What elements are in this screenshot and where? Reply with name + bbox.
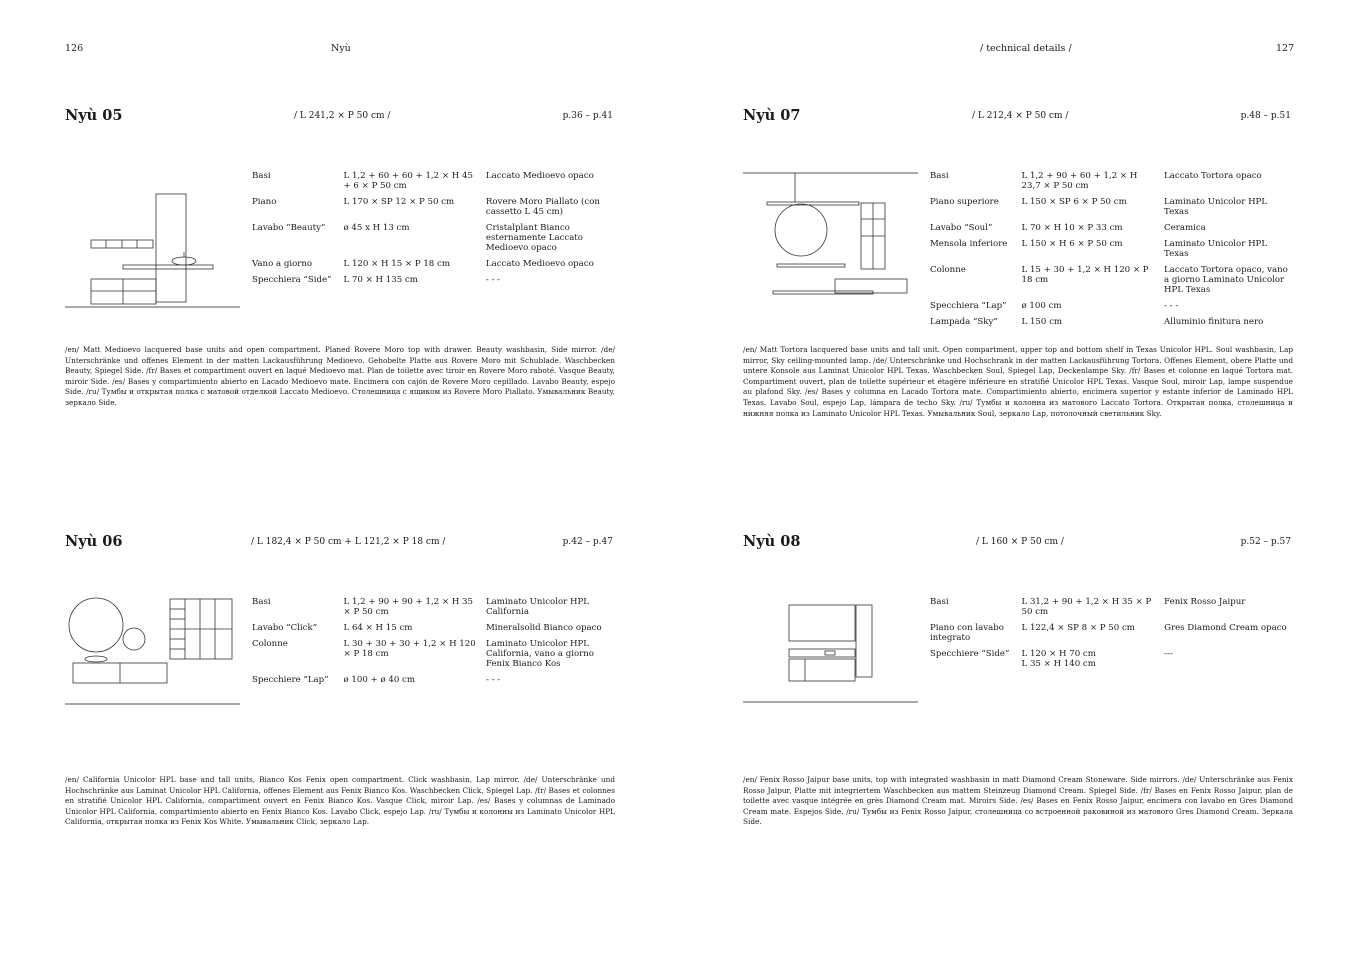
spec-row bbox=[930, 197, 1291, 223]
spec-finish: Fenix Rosso Jaipur bbox=[1164, 597, 1246, 607]
spec-row bbox=[252, 675, 613, 691]
spec-part: Basi bbox=[252, 597, 271, 607]
spec-finish: - - - bbox=[1164, 301, 1179, 311]
product-dimensions: / L 241,2 × P 50 cm / bbox=[294, 111, 391, 121]
product-title: Nyù 05 bbox=[65, 107, 123, 124]
spec-size: L 150 × SP 6 × P 50 cm bbox=[1021, 197, 1127, 207]
spec-row bbox=[930, 223, 1291, 239]
spec-row bbox=[930, 301, 1291, 317]
left-running-title: Nyù bbox=[331, 43, 351, 54]
spec-row bbox=[930, 171, 1291, 197]
nyu-05-technical-drawing bbox=[65, 192, 240, 312]
spec-finish: Laminato Unicolor HPL California, vano a giorno Fenix Bianco Kos bbox=[485, 639, 594, 669]
spec-size: L 170 × SP 12 × P 50 cm bbox=[343, 197, 455, 207]
spec-table bbox=[930, 597, 1291, 675]
spec-size: L 1,2 + 90 + 60 + 1,2 × H 23,7 × P 50 cm bbox=[1021, 171, 1138, 191]
spec-size: L 64 × H 15 cm bbox=[343, 623, 413, 633]
spec-part: Specchiere “Lap” bbox=[252, 675, 329, 685]
spec-finish: Laccato Tortora opaco, vano a giorno Laminato Unicolor HPL Texas bbox=[1164, 265, 1288, 295]
spec-size: L 70 × H 10 × P 33 cm bbox=[1021, 223, 1123, 233]
spec-part: Specchiere “Side” bbox=[930, 649, 1010, 659]
spec-size: L 1,2 + 60 + 60 + 1,2 × H 45 + 6 × P 50 cm bbox=[343, 171, 473, 191]
spec-row bbox=[930, 265, 1291, 301]
product-description: /en/ Matt Medioevo lacquered base units and open compartment. Planed Rovere Moro top with drawer. Beauty washbasin, Side mirror. /de/ Unterschränke und offenes Element in der matten Lackausführung Medioevo. Gehobelte Platte aus Rovere Moro mit Schublade. Waschbecken Beauty, Spiegel Side. /fr/ Bases et compartiment ouvert en laqué Medioevo mat. Plan de toilette avec tiroir en Rovere Moro raboté. Vasque Beauty, miroir Side. /es/ Bases y compartimiento abierto en Lacado Medioevo mate. Encimera con cajón de Rovere Moro cepillado. Lavabo Beauty, espejo Side. /ru/ Тумбы и открытая полка с матовой отделкой Laccato Medioevo. Столешница с ящиком из Rovere Moro Piallato. Умывальник Beauty, зеркало Side. bbox=[65, 345, 615, 407]
spec-part: Piano con lavabo integrato bbox=[930, 623, 1004, 643]
spec-part: Lampada “Sky” bbox=[930, 317, 998, 327]
spec-finish: Laminato Unicolor HPL Texas bbox=[1164, 239, 1268, 259]
product-title: Nyù 06 bbox=[65, 533, 123, 550]
product-description: /en/ Matt Tortora lacquered base units and tall unit. Open compartment, upper top and bottom shelf in Texas Unicolor HPL. Soul washbasin, Lap mirror, Sky ceiling-mounted lamp. /de/ Unterschränke und Hochschrank in der matten Lackausführung Tortora. Offenes Element, obere Platte und untere Konsole aus Laminat Unicolor HPL Texas. Waschbecken Soul, Spiegel Lap, Deckenlampe Sky. /fr/ Bases et colonne en laqué Tortora mat. Compartiment ouvert, plan de toilette supérieur et étagère inférieure en stratifié Unicolor HPL Texas. Vasque Soul, miroir Lap, lampe suspendue au plafond Sky. /es/ Bases y columna en Lacado Tortora mate. Compartimiento abierto, encimera superior y estante inferior de Laminado HPL Texas. Lavabo Soul, espejo Lap, lámpara de techo Sky. /ru/ Тумбы и колонна из матового Laccato Tortora. Открытая полка, столешница и нижняя полка из Laminato Unicolor HPL Texas. Умывальник Soul, зеркало Lap, потолочный светильник Sky. bbox=[743, 345, 1293, 418]
product-description: /en/ Fenix Rosso Jaipur base units, top with integrated washbasin in matt Diamond Cream Stoneware. Side mirrors. /de/ Unterschränke aus Fenix Rosso Jaipur, Platte mit integriertem Waschbecken aus mattem Steinzeug Diamond Cream. Spiegel Side. /fr/ Bases en Fenix Rosso Jaipur, plan de toilette avec vasque intégrée en grès Diamond Cream mat. Miroirs Side. /es/ Bases en Fenix Rosso Jaipur, encimera con lavabo en Gres Diamond Cream mate. Espejos Side. /ru/ Тумбы из Fenix Rosso Jaipur, столешница со встроенной раковиной из матового Gres Diamond Cream. Зеркала Side. bbox=[743, 775, 1293, 827]
spec-size: ø 45 x H 13 cm bbox=[343, 223, 410, 233]
spec-part: Lavabo “Click” bbox=[252, 623, 318, 633]
spec-part: Lavabo “Beauty” bbox=[252, 223, 326, 233]
spec-finish: - - - bbox=[485, 275, 501, 285]
nyu-07-technical-drawing bbox=[743, 169, 918, 299]
right-running-title: / technical details / bbox=[980, 43, 1072, 54]
spec-finish: Laccato Medioevo opaco bbox=[485, 171, 594, 181]
spec-finish: Laccato Tortora opaco bbox=[1164, 171, 1262, 181]
spec-finish: - - - bbox=[485, 675, 501, 685]
right-page-number: 127 bbox=[1276, 43, 1295, 54]
spec-size: L 1,2 + 90 + 90 + 1,2 × H 35 × P 50 cm bbox=[343, 597, 473, 617]
spec-size: ø 100 + ø 40 cm bbox=[343, 675, 416, 685]
product-pages: p.36 – p.41 bbox=[562, 111, 613, 121]
product-pages: p.48 – p.51 bbox=[1240, 111, 1291, 121]
spec-size: L 15 + 30 + 1,2 × H 120 × P 18 cm bbox=[1021, 265, 1149, 285]
product-title: Nyù 08 bbox=[743, 533, 801, 550]
spec-part: Mensola inferiore bbox=[930, 239, 1008, 249]
spec-finish: Laccato Medioevo opaco bbox=[485, 259, 594, 269]
spec-finish: Mineralsolid Bianco opaco bbox=[485, 623, 602, 633]
nyu-08-technical-drawing bbox=[743, 603, 918, 708]
spec-finish: Laminato Unicolor HPL Texas bbox=[1164, 197, 1268, 217]
spec-size: L 122,4 × SP 8 × P 50 cm bbox=[1021, 623, 1135, 633]
product-description: /en/ California Unicolor HPL base and tall units, Bianco Kos Fenix open compartment. Click washbasin, Lap mirror. /de/ Unterschränke und Hochschränke aus Laminat Unicolor HPL California, offenes Element aus Fenix Bianco Kos. Waschbecken Click, Spiegel Lap. /fr/ Bases et colonnes en stratifié Unicolor HPL California, compartiment ouvert en Fenix Bianco Kos. Vasque Click, miroir Lap. /es/ Bases y columnas de Laminado Unicolor HPL California, compartimiento abierto en Fenix Bianco Kos. Lavabo Click, espejo Lap. /ru/ Тумбы и колонны из Laminato Unicolor HPL California, открытая полка из Fenix Kos White. Умывальник Click, зеркало Lap. bbox=[65, 775, 615, 827]
product-dimensions: / L 182,4 × P 50 cm + L 121,2 × P 18 cm / bbox=[251, 537, 446, 547]
spec-row bbox=[930, 317, 1291, 333]
product-pages: p.42 – p.47 bbox=[562, 537, 613, 547]
spec-size: L 150 cm bbox=[1021, 317, 1063, 327]
spec-part: Specchiera “Side” bbox=[252, 275, 332, 285]
spec-row bbox=[252, 597, 613, 623]
product-dimensions: / L 160 × P 50 cm / bbox=[976, 537, 1064, 547]
spec-row bbox=[252, 171, 613, 197]
spec-row bbox=[252, 197, 613, 223]
spec-size: L 150 × H 6 × P 50 cm bbox=[1021, 239, 1123, 249]
spec-finish: Ceramica bbox=[1164, 223, 1206, 233]
spec-row bbox=[252, 275, 613, 291]
spec-row bbox=[930, 239, 1291, 265]
spec-size: L 31,2 + 90 + 1,2 × H 35 × P 50 cm bbox=[1021, 597, 1152, 617]
spec-row bbox=[252, 259, 613, 275]
spec-part: Specchiera “Lap” bbox=[930, 301, 1007, 311]
product-pages: p.52 – p.57 bbox=[1240, 537, 1291, 547]
spec-table bbox=[252, 597, 613, 691]
spec-row bbox=[252, 623, 613, 639]
spec-part: Basi bbox=[930, 171, 949, 181]
spec-size: L 30 + 30 + 30 + 1,2 × H 120 × P 18 cm bbox=[343, 639, 476, 659]
spec-finish: Alluminio finitura nero bbox=[1164, 317, 1264, 327]
product-dimensions: / L 212,4 × P 50 cm / bbox=[972, 111, 1069, 121]
spec-size: L 70 × H 135 cm bbox=[343, 275, 418, 285]
spec-part: Basi bbox=[930, 597, 949, 607]
spec-finish: Cristalplant Bianco esternamente Laccato Medioevo opaco bbox=[485, 223, 583, 253]
spec-row bbox=[252, 639, 613, 675]
spec-part: Basi bbox=[252, 171, 271, 181]
spec-part: Vano a giorno bbox=[252, 259, 313, 269]
spec-row bbox=[930, 623, 1291, 649]
spec-table bbox=[252, 171, 613, 291]
spec-finish: --- bbox=[1164, 649, 1173, 659]
nyu-06-technical-drawing bbox=[65, 595, 240, 710]
product-title: Nyù 07 bbox=[743, 107, 801, 124]
left-page-number: 126 bbox=[65, 43, 84, 54]
spec-part: Lavabo “Soul” bbox=[930, 223, 993, 233]
spec-finish: Laminato Unicolor HPL California bbox=[485, 597, 589, 617]
spec-row bbox=[930, 597, 1291, 623]
spec-row bbox=[930, 649, 1291, 675]
spec-size: ø 100 cm bbox=[1021, 301, 1062, 311]
spec-part: Colonne bbox=[252, 639, 288, 649]
spec-finish: Rovere Moro Piallato (con cassetto L 45 cm) bbox=[485, 197, 600, 217]
spec-finish: Gres Diamond Cream opaco bbox=[1164, 623, 1287, 633]
spec-size: L 120 × H 15 × P 18 cm bbox=[343, 259, 450, 269]
spec-row bbox=[252, 223, 613, 259]
spec-size: L 120 × H 70 cm L 35 × H 140 cm bbox=[1021, 649, 1096, 669]
spec-part: Piano superiore bbox=[930, 197, 999, 207]
spec-part: Piano bbox=[252, 197, 277, 207]
spec-table bbox=[930, 171, 1291, 333]
spec-part: Colonne bbox=[930, 265, 966, 275]
